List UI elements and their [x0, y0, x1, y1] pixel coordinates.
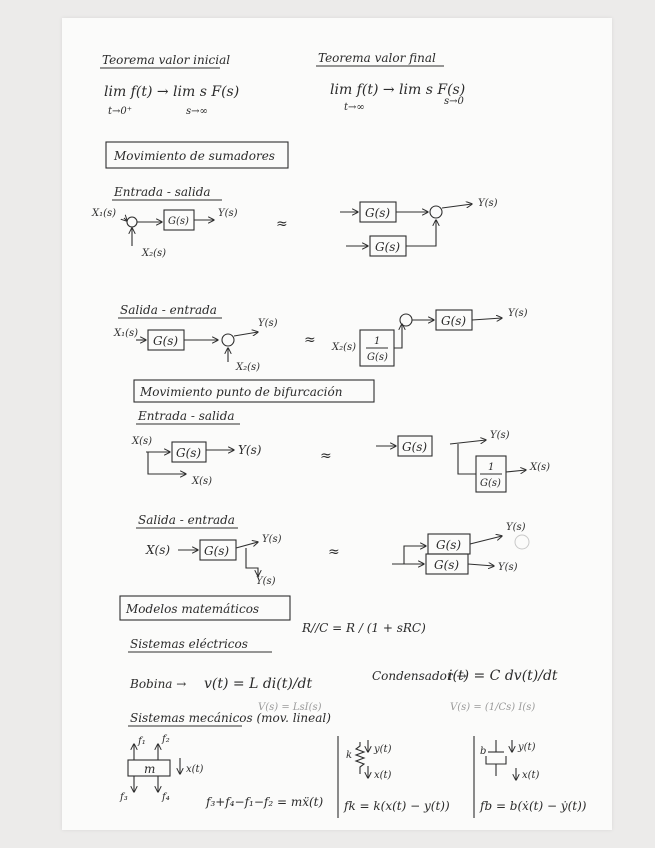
branch-out-in-y-right: Y(s)	[506, 522, 526, 533]
branch-in-out-x-right: X(s)	[530, 462, 551, 473]
summers-out-in-x2: X₂(s)	[236, 362, 261, 373]
signal-path	[394, 324, 402, 348]
bobina-label: Bobina →	[130, 677, 187, 691]
ric-formula: R//C = R / (1 + sRC)	[302, 621, 426, 635]
summers-out-in-y: Y(s)	[258, 318, 278, 329]
initial-theorem-formula: lim f(t) → lim s F(s)	[104, 84, 240, 100]
summers-out-in-y-right: Y(s)	[508, 308, 528, 319]
summers-in-out-g-right-bottom: G(s)	[375, 240, 401, 254]
branch-out-in-x: X(s)	[146, 543, 171, 557]
electric-title: Sistemas eléctricos	[130, 637, 248, 651]
summer-node	[127, 217, 137, 227]
summers-in-out-title: Entrada - salida	[114, 185, 211, 199]
signal-arrow	[234, 332, 258, 336]
damper-b: b	[480, 746, 487, 757]
condensador-label: Condensador →	[372, 669, 467, 683]
force-f4: f₄	[162, 792, 170, 803]
spring-y: y(t)	[374, 744, 392, 755]
spring-x: x(t)	[374, 770, 392, 781]
damper-x: x(t)	[522, 770, 540, 781]
damper-formula: fb = b(ẋ(t) − ẏ(t))	[480, 799, 587, 813]
summers-out-in-inv-num: 1	[374, 336, 381, 347]
signal-path	[404, 546, 426, 564]
branch-out-in-g: G(s)	[204, 544, 230, 558]
branch-out-in-y-right-bottom: Y(s)	[498, 562, 518, 573]
spring-formula: fk = k(x(t) − y(t))	[344, 799, 450, 813]
summers-in-out-g-right-top: G(s)	[365, 206, 391, 220]
signal-arrow	[442, 204, 472, 208]
branch-in-out-y: Y(s)	[238, 443, 262, 457]
force-f2: f₂	[162, 734, 170, 745]
branch-in-out-x: X(s)	[132, 436, 153, 447]
damper-cup	[486, 756, 506, 764]
branch-out-in-g-right-bottom: G(s)	[434, 558, 460, 572]
summers-out-in-g: G(s)	[153, 334, 179, 348]
summer-node	[400, 314, 412, 326]
branch-out-in-y: Y(s)	[262, 534, 282, 545]
branch-title: Movimiento punto de bifurcación	[140, 385, 343, 399]
signal-arrow	[468, 564, 494, 566]
signal-arrow	[506, 470, 526, 472]
final-theorem-sub-t: t→∞	[344, 102, 365, 113]
models-title: Modelos matemáticos	[126, 602, 260, 616]
branch-out-in-equiv: ≈	[328, 544, 340, 560]
summers-in-out-y: Y(s)	[218, 208, 238, 219]
summers-in-out-y-right: Y(s)	[478, 198, 498, 209]
summers-in-out-g: G(s)	[168, 216, 189, 227]
signal-path	[458, 444, 476, 474]
final-theorem-formula: lim f(t) → lim s F(s)	[330, 82, 466, 98]
branch-in-out-equiv: ≈	[320, 448, 332, 464]
condensador-laplace: V(s) = (1/Cs) I(s)	[450, 702, 536, 713]
summers-out-in-x2-right: X₂(s)	[332, 342, 357, 353]
branch-in-out-g-right: G(s)	[402, 440, 428, 454]
mechanical-title: Sistemas mecánicos (mov. lineal)	[130, 711, 331, 725]
force-f1: f₁	[138, 736, 146, 747]
branch-out-in-g-right-top: G(s)	[436, 538, 462, 552]
faint-summer	[515, 535, 529, 549]
signal-arrow	[450, 440, 486, 444]
branch-in-out-x-out: X(s)	[192, 476, 213, 487]
condensador-formula: i(t) = C dv(t)/dt	[448, 668, 558, 684]
summers-in-out-x2: X₂(s)	[142, 248, 167, 259]
handwritten-notes	[62, 18, 612, 830]
branch-in-out-title: Entrada - salida	[138, 409, 235, 423]
branch-in-out-y-right: Y(s)	[490, 430, 510, 441]
force-f3: f₃	[120, 792, 128, 803]
spring-symbol	[356, 742, 364, 774]
summers-out-in-inv-den: G(s)	[367, 352, 388, 363]
initial-theorem-title: Teorema valor inicial	[102, 53, 231, 67]
mass-label: m	[144, 762, 156, 776]
mass-displacement: x(t)	[186, 764, 204, 775]
damper-y: y(t)	[518, 742, 536, 753]
notebook-page	[62, 18, 612, 830]
summers-out-in-equiv: ≈	[304, 332, 316, 348]
summers-out-in-title: Salida - entrada	[120, 303, 217, 317]
branch-in-out-inv-num: 1	[488, 462, 495, 473]
summer-node	[430, 206, 442, 218]
summers-in-out-x1: X₁(s)	[92, 208, 117, 219]
signal-arrow	[124, 218, 127, 221]
final-theorem-sub-s: s→0	[444, 96, 464, 107]
branch-out-in-title: Salida - entrada	[138, 513, 235, 527]
summers-out-in-x1: X₁(s)	[114, 328, 139, 339]
signal-arrow	[472, 318, 502, 320]
spring-k: k	[346, 750, 353, 761]
branch-in-out-inv-den: G(s)	[480, 478, 501, 489]
bobina-formula: v(t) = L di(t)/dt	[204, 676, 313, 692]
summers-title: Movimiento de sumadores	[114, 149, 275, 163]
summers-out-in-g-right: G(s)	[441, 314, 467, 328]
signal-path	[246, 548, 258, 576]
signal-arrow	[236, 542, 258, 548]
initial-theorem-sub-s: s→∞	[186, 106, 208, 117]
signal-path	[406, 220, 436, 246]
newton-equation: f₃+f₄−f₁−f₂ = mẍ(t)	[206, 795, 324, 809]
branch-in-out-g: G(s)	[176, 446, 202, 460]
branch-out-in-y2: Y(s)	[256, 576, 276, 587]
signal-arrow	[470, 536, 502, 544]
final-theorem-title: Teorema valor final	[318, 51, 436, 65]
summer-node	[222, 334, 234, 346]
initial-theorem-sub-t: t→0⁺	[108, 106, 133, 117]
bobina-laplace: V(s) = LsI(s)	[258, 702, 322, 713]
summers-in-out-equiv: ≈	[276, 216, 288, 232]
